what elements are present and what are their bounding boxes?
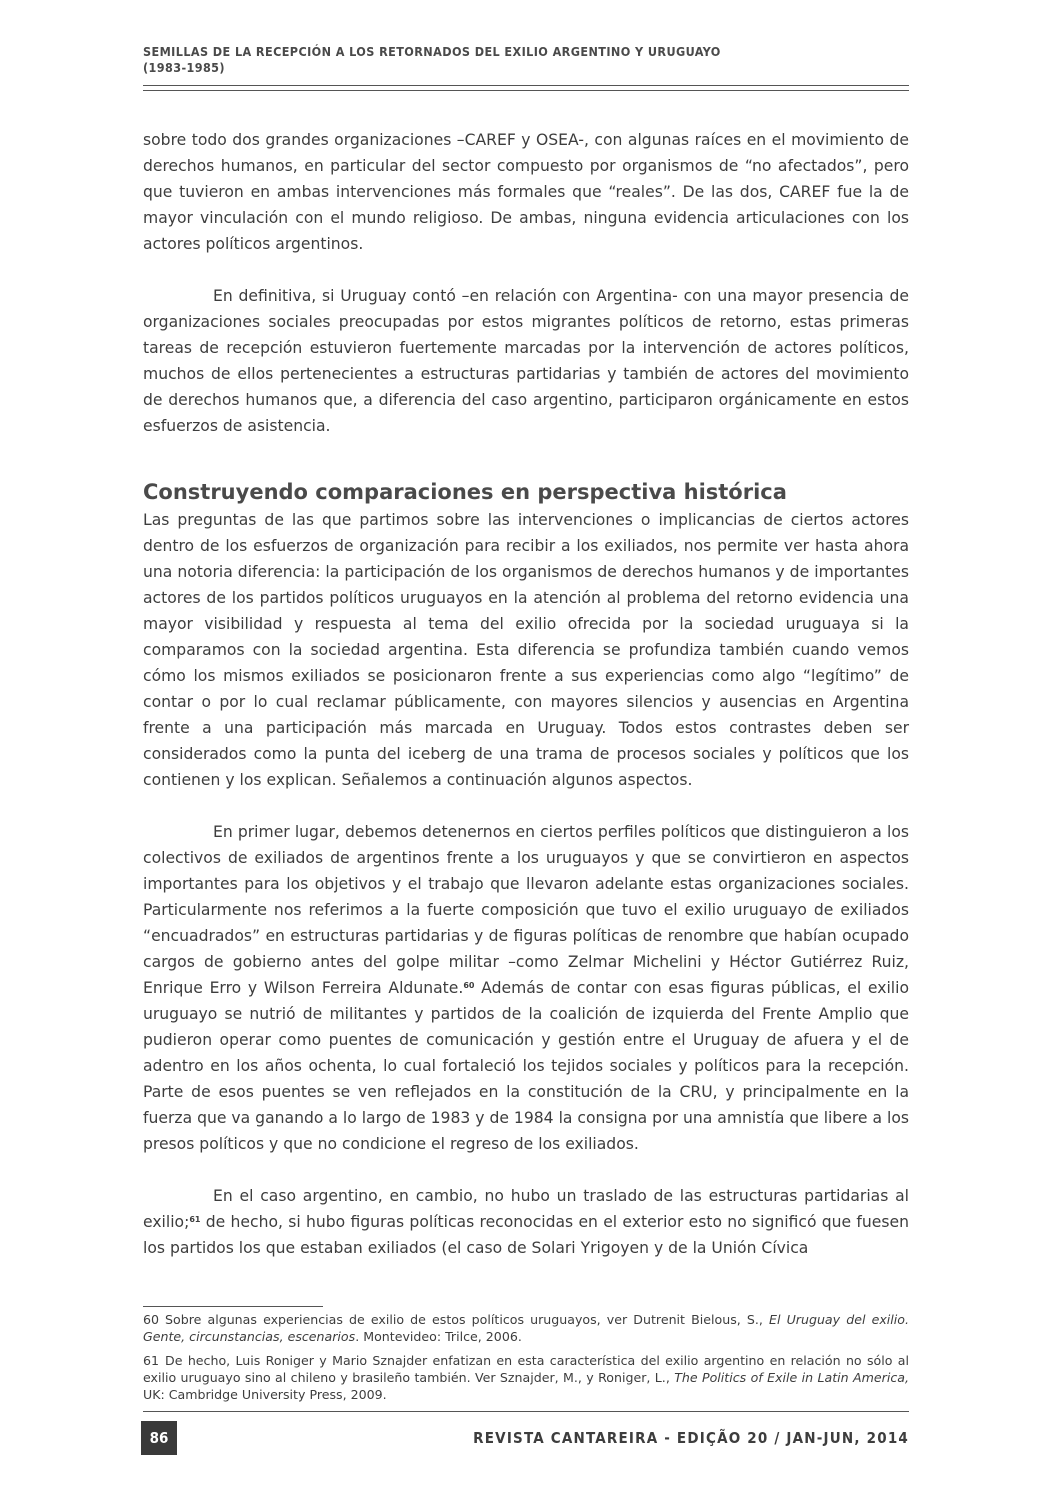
footnote-number: 61 bbox=[143, 1353, 160, 1368]
footnote-text: De hecho, Luis Roniger y Mario Sznajder enfatizan en esta característica del exilio argentino en relación no sólo al exilio uruguayo sino al chileno y brasileño también. Ver Sznajder, M., y Roniger, L., bbox=[143, 1353, 909, 1385]
paragraph-5-text-a: En el caso argentino, en cambio, no hubo un traslado de las estructuras partidarias al exilio; bbox=[143, 1187, 909, 1231]
footnote-number: 60 bbox=[143, 1312, 160, 1327]
footnote-text: . Montevideo: Trilce, 2006. bbox=[355, 1329, 522, 1344]
footnote-separator bbox=[143, 1306, 323, 1307]
page-number-badge: 86 bbox=[141, 1421, 177, 1455]
footnote-text: Sobre algunas experiencias de exilio de estos políticos uruguayos, ver Dutrenit Bielous, S., bbox=[165, 1312, 769, 1327]
footnote-61 bbox=[143, 1352, 909, 1403]
paragraph-5 bbox=[143, 1183, 909, 1261]
header-double-rule bbox=[143, 85, 909, 91]
paragraph-3: Las preguntas de las que partimos sobre las intervenciones o implicancias de ciertos actores dentro de los esfuerzos de organización para recibir a los exiliados, nos permite ver hasta ahora una notoria diferencia: la participación de los organismos de derechos humanos y de importantes actores de los partidos políticos uruguayos en la atención al problema del retorno evidencia una mayor visibilidad y respuesta al tema del exilio ofrecida por la sociedad uruguaya si la comparamos con la sociedad argentina. Esta diferencia se profundiza también cuando vemos cómo los mismos exiliados se posicionaron frente a sus experiencias como algo “legítimo” de contar o por lo cual reclamar públicamente, con mayores silencios y ausencias en Argentina frente a una participación más marcada en Uruguay. Todos estos contrastes deben ser considerados como la punta del iceberg de una trama de procesos sociales y políticos que los contienen y los explican. Señalemos a continuación algunos aspectos. bbox=[143, 511, 909, 789]
paragraph-4 bbox=[143, 819, 909, 1157]
document-page bbox=[143, 0, 909, 1489]
footnote-ref-60[interactable]: 60 bbox=[463, 981, 475, 990]
footnote-title: El Uruguay del exilio. Gente, circunstancias, escenarios bbox=[143, 1312, 909, 1344]
paragraph-5-text-b: de hecho, si hubo figuras políticas reconocidas en el exterior esto no significó que fuesen los partidos los que estaban exiliados (el caso de Solari Yrigoyen y de la Unión Cívica bbox=[143, 1213, 909, 1257]
footnote-text: UK: Cambridge University Press, 2009. bbox=[143, 1387, 387, 1402]
journal-footer: REVISTA CANTAREIRA - EDIÇÃO 20 / JAN-JUN, 2014 bbox=[473, 1429, 909, 1447]
footnotes bbox=[143, 1311, 909, 1410]
running-header-years: (1983-1985) bbox=[143, 60, 225, 75]
footnote-title: The Politics of Exile in Latin America, bbox=[674, 1370, 909, 1385]
paragraph-4-text-a: En primer lugar, debemos detenernos en ciertos perfiles políticos que distinguieron a los colectivos de exiliados de argentinos frente a los uruguayos y que se convirtieron en aspectos importantes para los objetivos y el trabajo que llevaron adelante estas organizaciones sociales. Particularmente nos referimos a la fuerte composición que tuvo el exilio uruguayo de exiliados “encuadrados” en estructuras partidarias y de figuras políticas de renombre que habían ocupado cargos de gobierno antes del golpe militar –como Zelmar Michelini y Héctor Gutiérrez Ruiz, Enrique Erro y Wilson Ferreira Aldunate. bbox=[143, 823, 909, 997]
footer-rule bbox=[143, 1411, 909, 1412]
running-header bbox=[143, 44, 909, 76]
article-body bbox=[143, 127, 909, 1287]
footnote-ref-61[interactable]: 61 bbox=[189, 1215, 201, 1224]
section-heading: Construyendo comparaciones en perspectiva histórica bbox=[143, 480, 787, 504]
paragraph-2: En definitiva, si Uruguay contó –en relación con Argentina- con una mayor presencia de organizaciones sociales preocupadas por estos migrantes políticos de retorno, estas primeras tareas de recepción estuvieron fuertemente marcadas por la intervención de actores políticos, muchos de ellos pertenecientes a estructuras partidarias y también de actores del movimiento de derechos humanos que, a diferencia del caso argentino, participaron orgánicamente en estos esfuerzos de asistencia. bbox=[143, 287, 909, 435]
paragraph-4-text-b: Además de contar con esas figuras públicas, el exilio uruguayo se nutrió de militantes y partidos de la coalición de izquierda del Frente Amplio que pudieron operar como puentes de comunicación y gestión entre el Uruguay de afuera y el de adentro en los años ochenta, lo cual fortaleció los tejidos sociales y políticos para la recepción. Parte de esos puentes se ven reflejados en la constitución de la CRU, y principalmente en la fuerza que va ganando a lo largo de 1983 y de 1984 la consigna por una amnistía que libere a los presos políticos y que no condicione el regreso de los exiliados. bbox=[143, 979, 909, 1153]
paragraph-1: sobre todo dos grandes organizaciones –CAREF y OSEA-, con algunas raíces en el movimiento de derechos humanos, en particular del sector compuesto por organismos de “no afectados”, pero que tuvieron en ambas intervenciones más formales que “reales”. De las dos, CAREF fue la de mayor vinculación con el mundo religioso. De ambas, ninguna evidencia articulaciones con los actores políticos argentinos. bbox=[143, 131, 909, 253]
running-header-title: SEMILLAS DE LA RECEPCIÓN A LOS RETORNADOS DEL EXILIO ARGENTINO Y URUGUAYO bbox=[143, 44, 721, 59]
footnote-60 bbox=[143, 1311, 909, 1345]
